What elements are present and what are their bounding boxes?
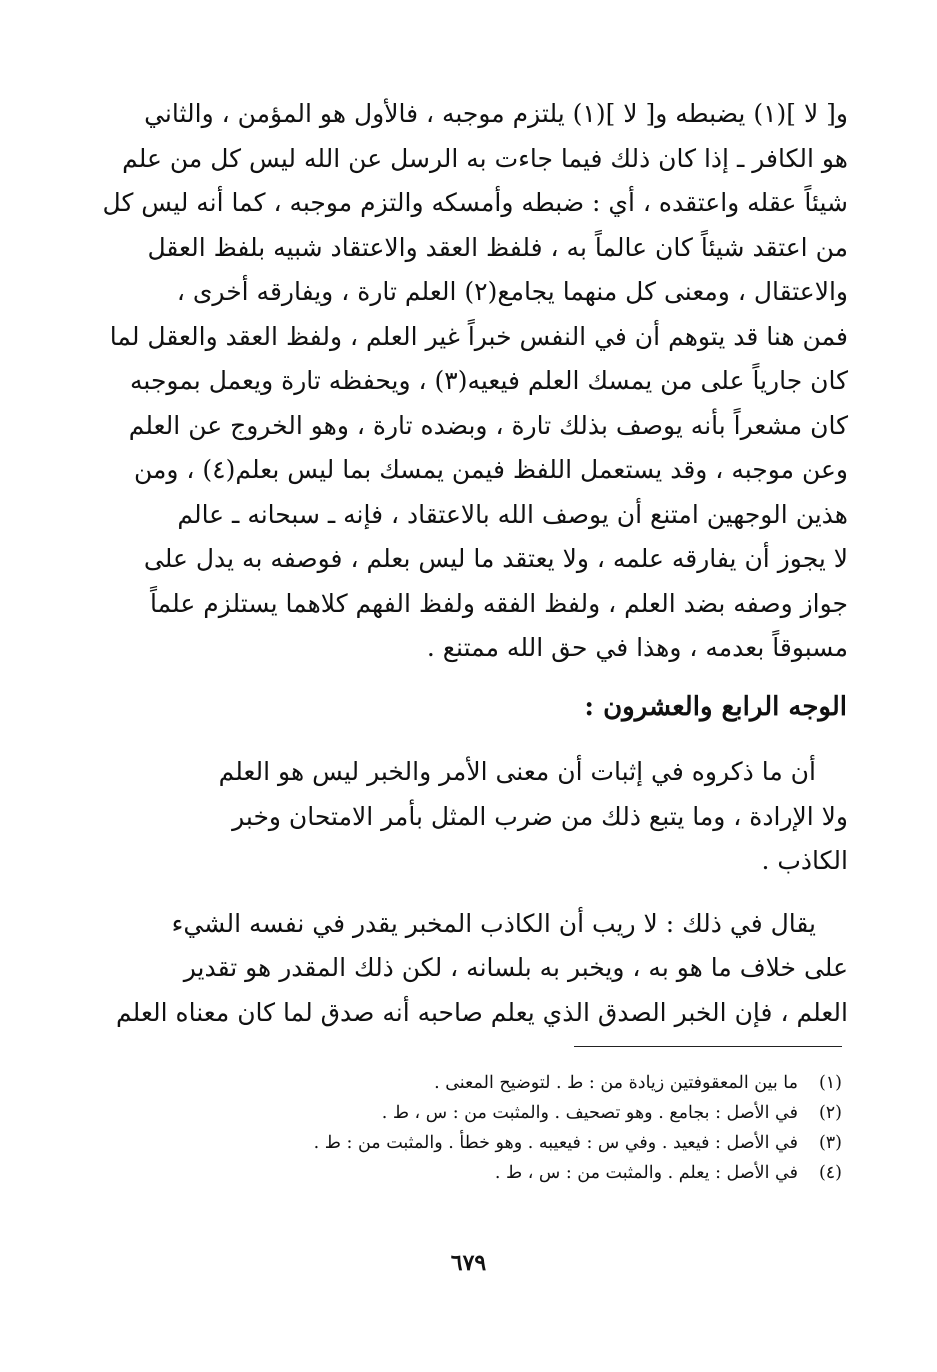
text-line: من اعتقد شيئاً كان عالماً به ، فلفظ العقد والاعتقاد شبيه بلفظ العقل — [147, 232, 848, 262]
text-line: هو الكافر ـ إذا كان ذلك فيما جاءت به الرسل عن الله ليس كل من علم — [122, 143, 848, 173]
footnote-item — [142, 1068, 842, 1098]
main-paragraph — [102, 92, 848, 671]
section-heading: الوجه الرابع والعشرون : — [584, 692, 847, 722]
text-line: الكاذب . — [761, 846, 848, 875]
footnote-number: (٣) — [818, 1133, 842, 1153]
footnote-number: (١) — [818, 1073, 842, 1093]
footnote-item — [142, 1098, 842, 1128]
text-line: على خلاف ما هو به ، ويخبر به بلسانه ، لكن ذلك المقدر هو تقدير — [183, 953, 848, 982]
text-line: مسبوقاً بعدمه ، وهذا في حق الله ممتنع . — [426, 633, 848, 662]
footnote-item — [142, 1128, 842, 1158]
footnote-text: ما بين المعقوفتين زيادة من : ط . لتوضيح المعنى . — [434, 1073, 798, 1093]
footnote-item — [142, 1158, 842, 1188]
text-line: يقال في ذلك : لا ريب أن الكاذب المخبر يقدر في نفسه الشيء — [171, 908, 816, 938]
text-line: ولا الإرادة ، وما يتبع ذلك من ضرب المثل بأمر الامتحان وخبر — [232, 801, 848, 831]
section-body — [116, 750, 848, 1035]
footnote-text: في الأصل : يعلم . والمثبت من : س ، ط . — [494, 1163, 798, 1183]
text-line: جواز وصفه بضد العلم ، ولفظ الفقه ولفظ الفهم كلاهما يستلزم علماً — [150, 588, 848, 618]
text-line: و[ لا ](١) يضبطه و[ لا ](١) يلتزم موجبه ، فالأول هو المؤمن ، والثاني — [144, 99, 848, 128]
footnote-text: في الأصل : بجامع . وهو تصحيف . والمثبت من : س ، ط . — [381, 1103, 798, 1123]
footnote-divider — [574, 1046, 842, 1047]
text-line: والاعتقال ، ومعنى كل منهما يجامع(٢) العلم تارة ، ويفارقه أخرى ، — [176, 277, 848, 306]
footnote-text: في الأصل : فيعيد . وفي س : فيعيبه . وهو خطأ . والمثبت من : ط . — [313, 1133, 798, 1153]
footnote-number: (٢) — [818, 1103, 842, 1123]
text-line: هذين الوجهين امتنع أن يوصف الله بالاعتقاد ، فإنه ـ سبحانه ـ عالم — [177, 499, 848, 529]
footnote-number: (٤) — [818, 1163, 842, 1183]
text-line: فمن هنا قد يتوهم أن في النفس خبراً غير العلم ، ولفظ العقد والعقل لما — [109, 321, 848, 351]
text-line: لا يجوز أن يفارقه علمه ، ولا يعتقد ما ليس بعلم ، فوصفه به يدل على — [143, 544, 848, 573]
text-line: كان مشعراً بأنه يوصف بذلك تارة ، وبضده تارة ، وهو الخروج عن العلم — [128, 410, 848, 440]
text-line: أن ما ذكروه في إثبات أن معنى الأمر والخبر ليس هو العلم — [218, 757, 816, 786]
footnotes — [142, 1068, 842, 1188]
text-line: العلم ، فإن الخبر الصدق الذي يعلم صاحبه أنه صدق لما كان معناه العلم — [116, 997, 848, 1027]
text-line: كان جارياً على من يمسك العلم فيعيه(٣) ، ويحفظه تارة ويعمل بموجبه — [130, 366, 848, 395]
text-line: وعن موجبه ، وقد يستعمل اللفظ فيمن يمسك بما ليس بعلم(٤) ، ومن — [133, 455, 848, 484]
text-line: شيئاً عقله واعتقده ، أي : ضبطه وأمسكه والتزم موجبه ، كما أنه ليس كل — [102, 188, 848, 217]
page-number: ٦٧٩ — [450, 1250, 487, 1276]
